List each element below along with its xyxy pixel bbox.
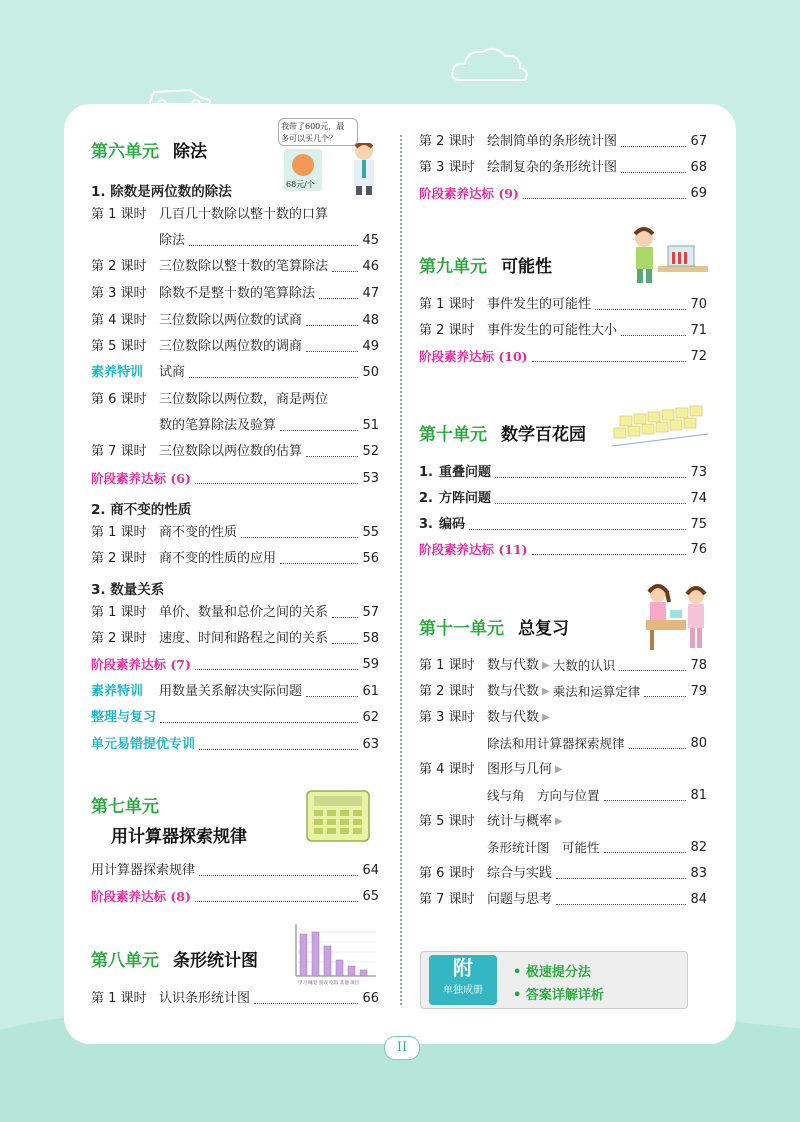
toc-entry[interactable]: 第 1 课时 认识条形统计图 66 [91, 991, 379, 1006]
column-divider [400, 135, 402, 1005]
toc-entry[interactable]: 阶段素养达标 (6) 53 [91, 471, 379, 486]
toc-entry[interactable]: 素养特训 试商 50 [91, 365, 379, 380]
toc-entry[interactable]: 第 3 课时 绘制复杂的条形统计图 68 [419, 160, 707, 175]
toc-entry[interactable]: 2. 方阵问题 74 [419, 491, 707, 506]
toc-entry[interactable]: 单元易错提优专训 63 [91, 737, 379, 752]
toc-entry[interactable]: 第 6 课时 综合与实践 83 [419, 866, 707, 881]
toc-entry[interactable]: 第 7 课时 问题与思考 84 [419, 892, 707, 907]
toc-entry[interactable]: 阶段素养达标 (10) 72 [419, 349, 707, 364]
toc-entry[interactable]: 线与角 方向与位置 81 [487, 788, 707, 803]
speech-bubble: 我带了600元，最 多可以买几个？ [278, 118, 358, 146]
unit-6-heading: 第六单元 除法 [91, 142, 207, 162]
bar-chart-icon [288, 922, 378, 986]
toc-entry[interactable]: 第 2 课时 事件发生的可能性大小 71 [419, 323, 707, 338]
unit-6-illustration: 我带了600元，最 多可以买几个？ 68元/个 [278, 113, 384, 195]
toc-entry[interactable]: 第 4 课时 图形与几何 ▶ [419, 762, 563, 777]
unit-9-heading: 第九单元 可能性 [419, 257, 552, 277]
toc-entry[interactable]: 阶段素养达标 (11) 76 [419, 542, 707, 557]
cloud-icon [445, 40, 535, 90]
triangle-icon: ▶ [542, 660, 550, 671]
toc-entry[interactable]: 数的笔算除法及验算 51 [159, 418, 379, 433]
unit-10-heading: 第十单元 数学百花园 [419, 425, 586, 445]
toc-entry[interactable]: 第 7 课时 三位数除以两位数的估算 52 [91, 444, 379, 459]
toc-entry[interactable]: 用计算器探索规律 64 [91, 863, 379, 878]
appendix-tag: 附 单独成册 [429, 955, 497, 1005]
calculator-icon [306, 790, 370, 842]
unit-7-title: 用计算器探索规律 [111, 827, 247, 847]
appendix-box [420, 951, 688, 1009]
toc-entry[interactable]: 除法和用计算器探索规律 80 [487, 736, 707, 751]
toc-entry[interactable]: 第 3 课时 数与代数 ▶ [419, 710, 550, 725]
toc-entry[interactable]: 第 1 课时 单价、数量和总价之间的关系 57 [91, 605, 379, 620]
section-3-heading: 3. 数量关系 [91, 582, 165, 598]
toc-entry[interactable]: 第 3 课时 除数不是整十数的笔算除法 47 [91, 286, 379, 301]
svg-text:学习 睡觉 游戏 吃饭 其他 项目: 学习 睡觉 游戏 吃饭 其他 项目 [298, 981, 360, 986]
triangle-icon: ▶ [555, 816, 563, 827]
appendix-item[interactable]: • 答案详解详析 [513, 988, 604, 1003]
unit-7-heading: 第七单元 [91, 797, 159, 817]
toc-entry[interactable]: 3. 编码 75 [419, 517, 707, 532]
triangle-icon: ▶ [542, 686, 550, 697]
boy-with-box-icon [628, 226, 710, 284]
unit-8-heading: 第八单元 条形统计图 [91, 951, 258, 971]
toc-entry[interactable]: 第 1 课时 事件发生的可能性 70 [419, 297, 707, 312]
toc-entry[interactable]: 第 2 课时 速度、时间和路程之间的关系 58 [91, 631, 379, 646]
toc-entry[interactable]: 条形统计图 可能性 82 [487, 840, 707, 855]
toc-entry[interactable]: 阶段素养达标 (7) 59 [91, 657, 379, 672]
triangle-icon: ▶ [555, 764, 563, 775]
girls-studying-icon [640, 580, 712, 652]
section-1-heading: 1. 除数是两位数的除法 [91, 184, 232, 200]
toc-entry[interactable]: 第 1 课时 几百几十数除以整十数的口算 [91, 207, 329, 222]
unit-11-heading: 第十一单元 总复习 [419, 619, 569, 639]
toc-entry[interactable]: 第 2 课时 数与代数 ▶ 乘法和运算定律 79 [419, 684, 707, 699]
toc-entry[interactable]: 第 1 课时 数与代数 ▶ 大数的认识 78 [419, 658, 707, 673]
appendix-item[interactable]: • 极速提分法 [513, 965, 591, 980]
toc-entry[interactable]: 第 2 课时 商不变的性质的应用 56 [91, 551, 379, 566]
toc-entry[interactable]: 素养特训 用数量关系解决实际问题 61 [91, 684, 379, 699]
toc-entry[interactable]: 第 6 课时 三位数除以两位数，商是两位 [91, 392, 329, 407]
toc-entry[interactable]: 第 2 课时 三位数除以整十数的笔算除法 46 [91, 259, 379, 274]
toc-entry[interactable]: 整理与复习 62 [91, 710, 379, 725]
toc-entry[interactable]: 除法 45 [159, 233, 379, 248]
toc-entry[interactable]: 第 1 课时 商不变的性质 55 [91, 525, 379, 540]
toc-entry[interactable]: 第 2 课时 绘制简单的条形统计图 67 [419, 134, 707, 149]
section-2-heading: 2. 商不变的性质 [91, 502, 192, 518]
triangle-icon: ▶ [542, 712, 550, 723]
toc-entry[interactable]: 第 5 课时 统计与概率 ▶ [419, 814, 563, 829]
toc-entry[interactable]: 第 5 课时 三位数除以两位数的调商 49 [91, 339, 379, 354]
toc-entry[interactable]: 1. 重叠问题 73 [419, 465, 707, 480]
toc-entry[interactable]: 阶段素养达标 (8) 65 [91, 889, 379, 904]
page-number: II [384, 1036, 420, 1060]
toc-entry[interactable]: 第 4 课时 三位数除以两位数的试商 48 [91, 313, 379, 328]
toc-entry[interactable]: 阶段素养达标 (9) 69 [419, 186, 707, 201]
flag-square-icon [610, 404, 710, 450]
